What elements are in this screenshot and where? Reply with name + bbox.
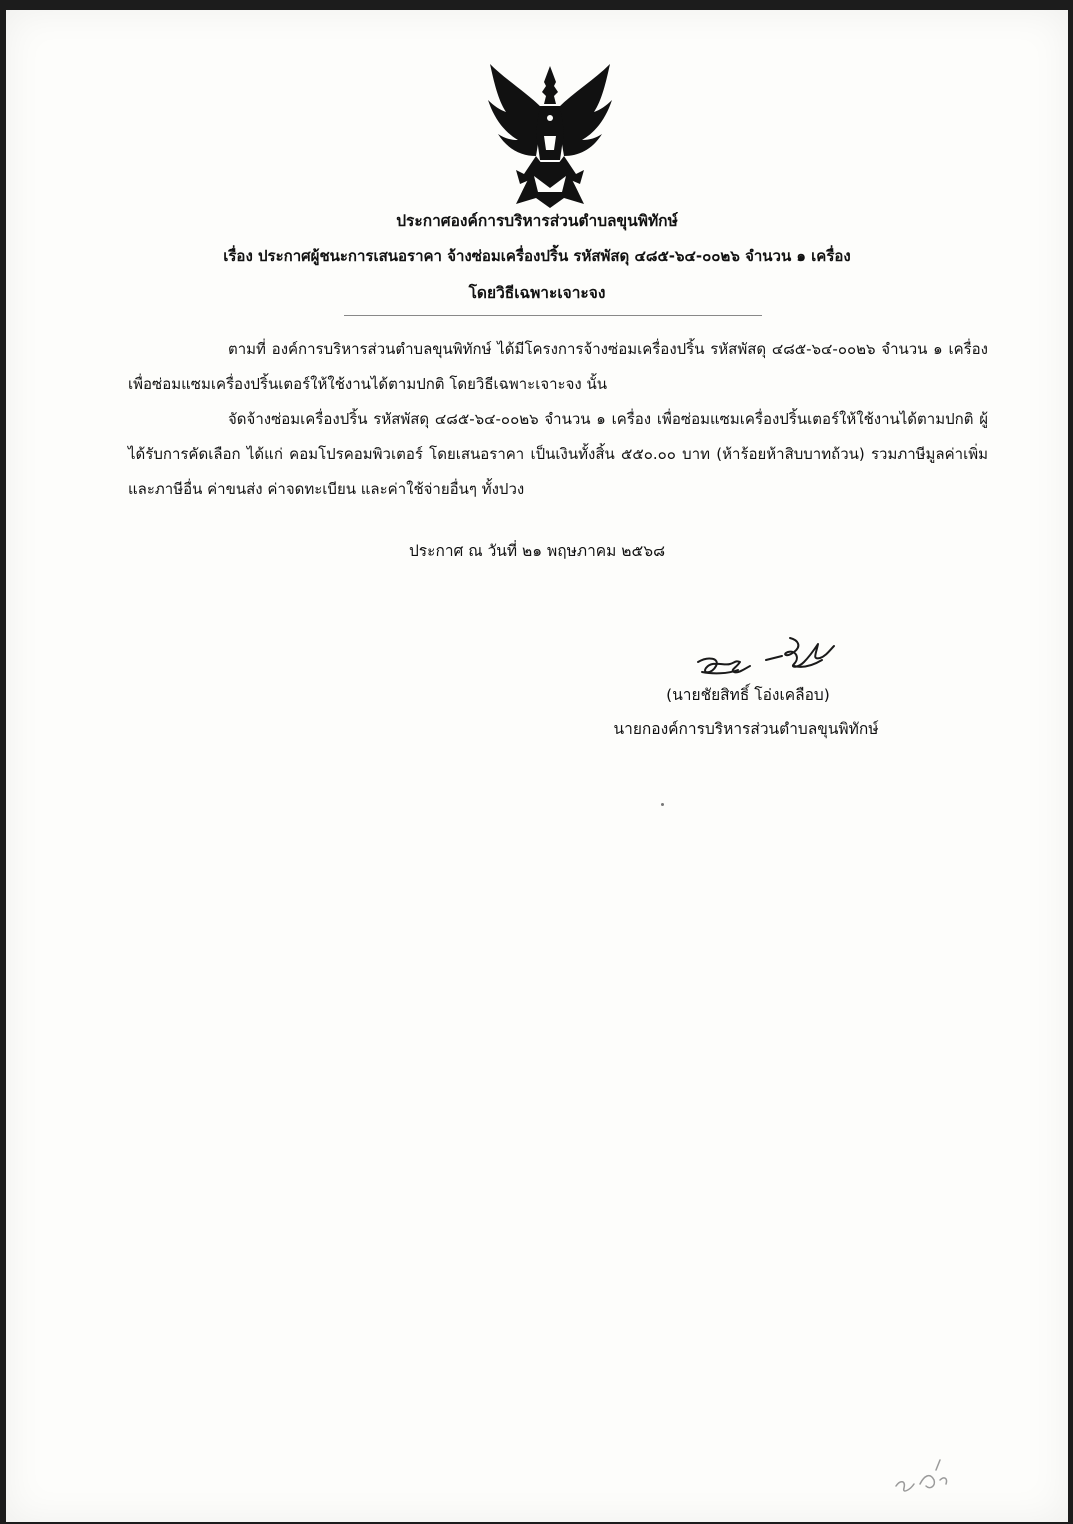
document-subject: เรื่อง ประกาศผู้ชนะการเสนอราคา จ้างซ่อมเครื่องปริ้น รหัสพัสดุ ๔๘๕-๖๔-๐๐๒๖ จำนวน ๑ เครื่อง (223, 247, 851, 265)
heading-divider (344, 315, 762, 316)
handwritten-initials-mark (886, 1450, 956, 1500)
garuda-emblem-icon (476, 52, 624, 212)
document-page (6, 10, 1068, 1522)
body-paragraph-2: จัดจ้างซ่อมเครื่องปริ้น รหัสพัสดุ ๔๘๕-๖๔-๐๐๒๖ จำนวน ๑ เครื่อง เพื่อซ่อมแซมเครื่องปริ้นเตอร์ให้ใช้งานได้ตามปกติ ผู้ได้รับการคัดเลือก ได้แก่ คอมโปรคอมพิวเตอร์ โดยเสนอราคา เป็นเงินทั้งสิ้น ๕๕๐.๐๐ บาท (ห้าร้อยห้าสิบบาทถ้วน) รวมภาษีมูลค่าเพิ่ม และภาษีอื่น ค่าขนส่ง ค่าจดทะเบียน และค่าใช้จ่ายอื่นๆ ทั้งปวง (128, 410, 988, 498)
document-title: ประกาศองค์การบริหารส่วนตำบลขุนพิทักษ์ (396, 212, 678, 230)
procurement-method: โดยวิธีเฉพาะเจาะจง (468, 284, 606, 302)
handwritten-signature (690, 630, 840, 685)
signer-name: (นายชัยสิทธิ์ โอ่งเคลือบ) (666, 686, 830, 704)
paper-speck (661, 803, 664, 806)
signer-title: นายกองค์การบริหารส่วนตำบลขุนพิทักษ์ (613, 720, 879, 738)
body-paragraph-1: ตามที่ องค์การบริหารส่วนตำบลขุนพิทักษ์ ได้มีโครงการจ้างซ่อมเครื่องปริ้น รหัสพัสดุ ๔๘๕-๖๔-๐๐๒๖ จำนวน ๑ เครื่อง เพื่อซ่อมแซมเครื่องปริ้นเตอร์ให้ใช้งานได้ตามปกติ โดยวิธีเฉพาะเจาะจง นั้น (128, 340, 988, 393)
announcement-date: ประกาศ ณ วันที่ ๒๑ พฤษภาคม ๒๕๖๘ (408, 542, 666, 560)
